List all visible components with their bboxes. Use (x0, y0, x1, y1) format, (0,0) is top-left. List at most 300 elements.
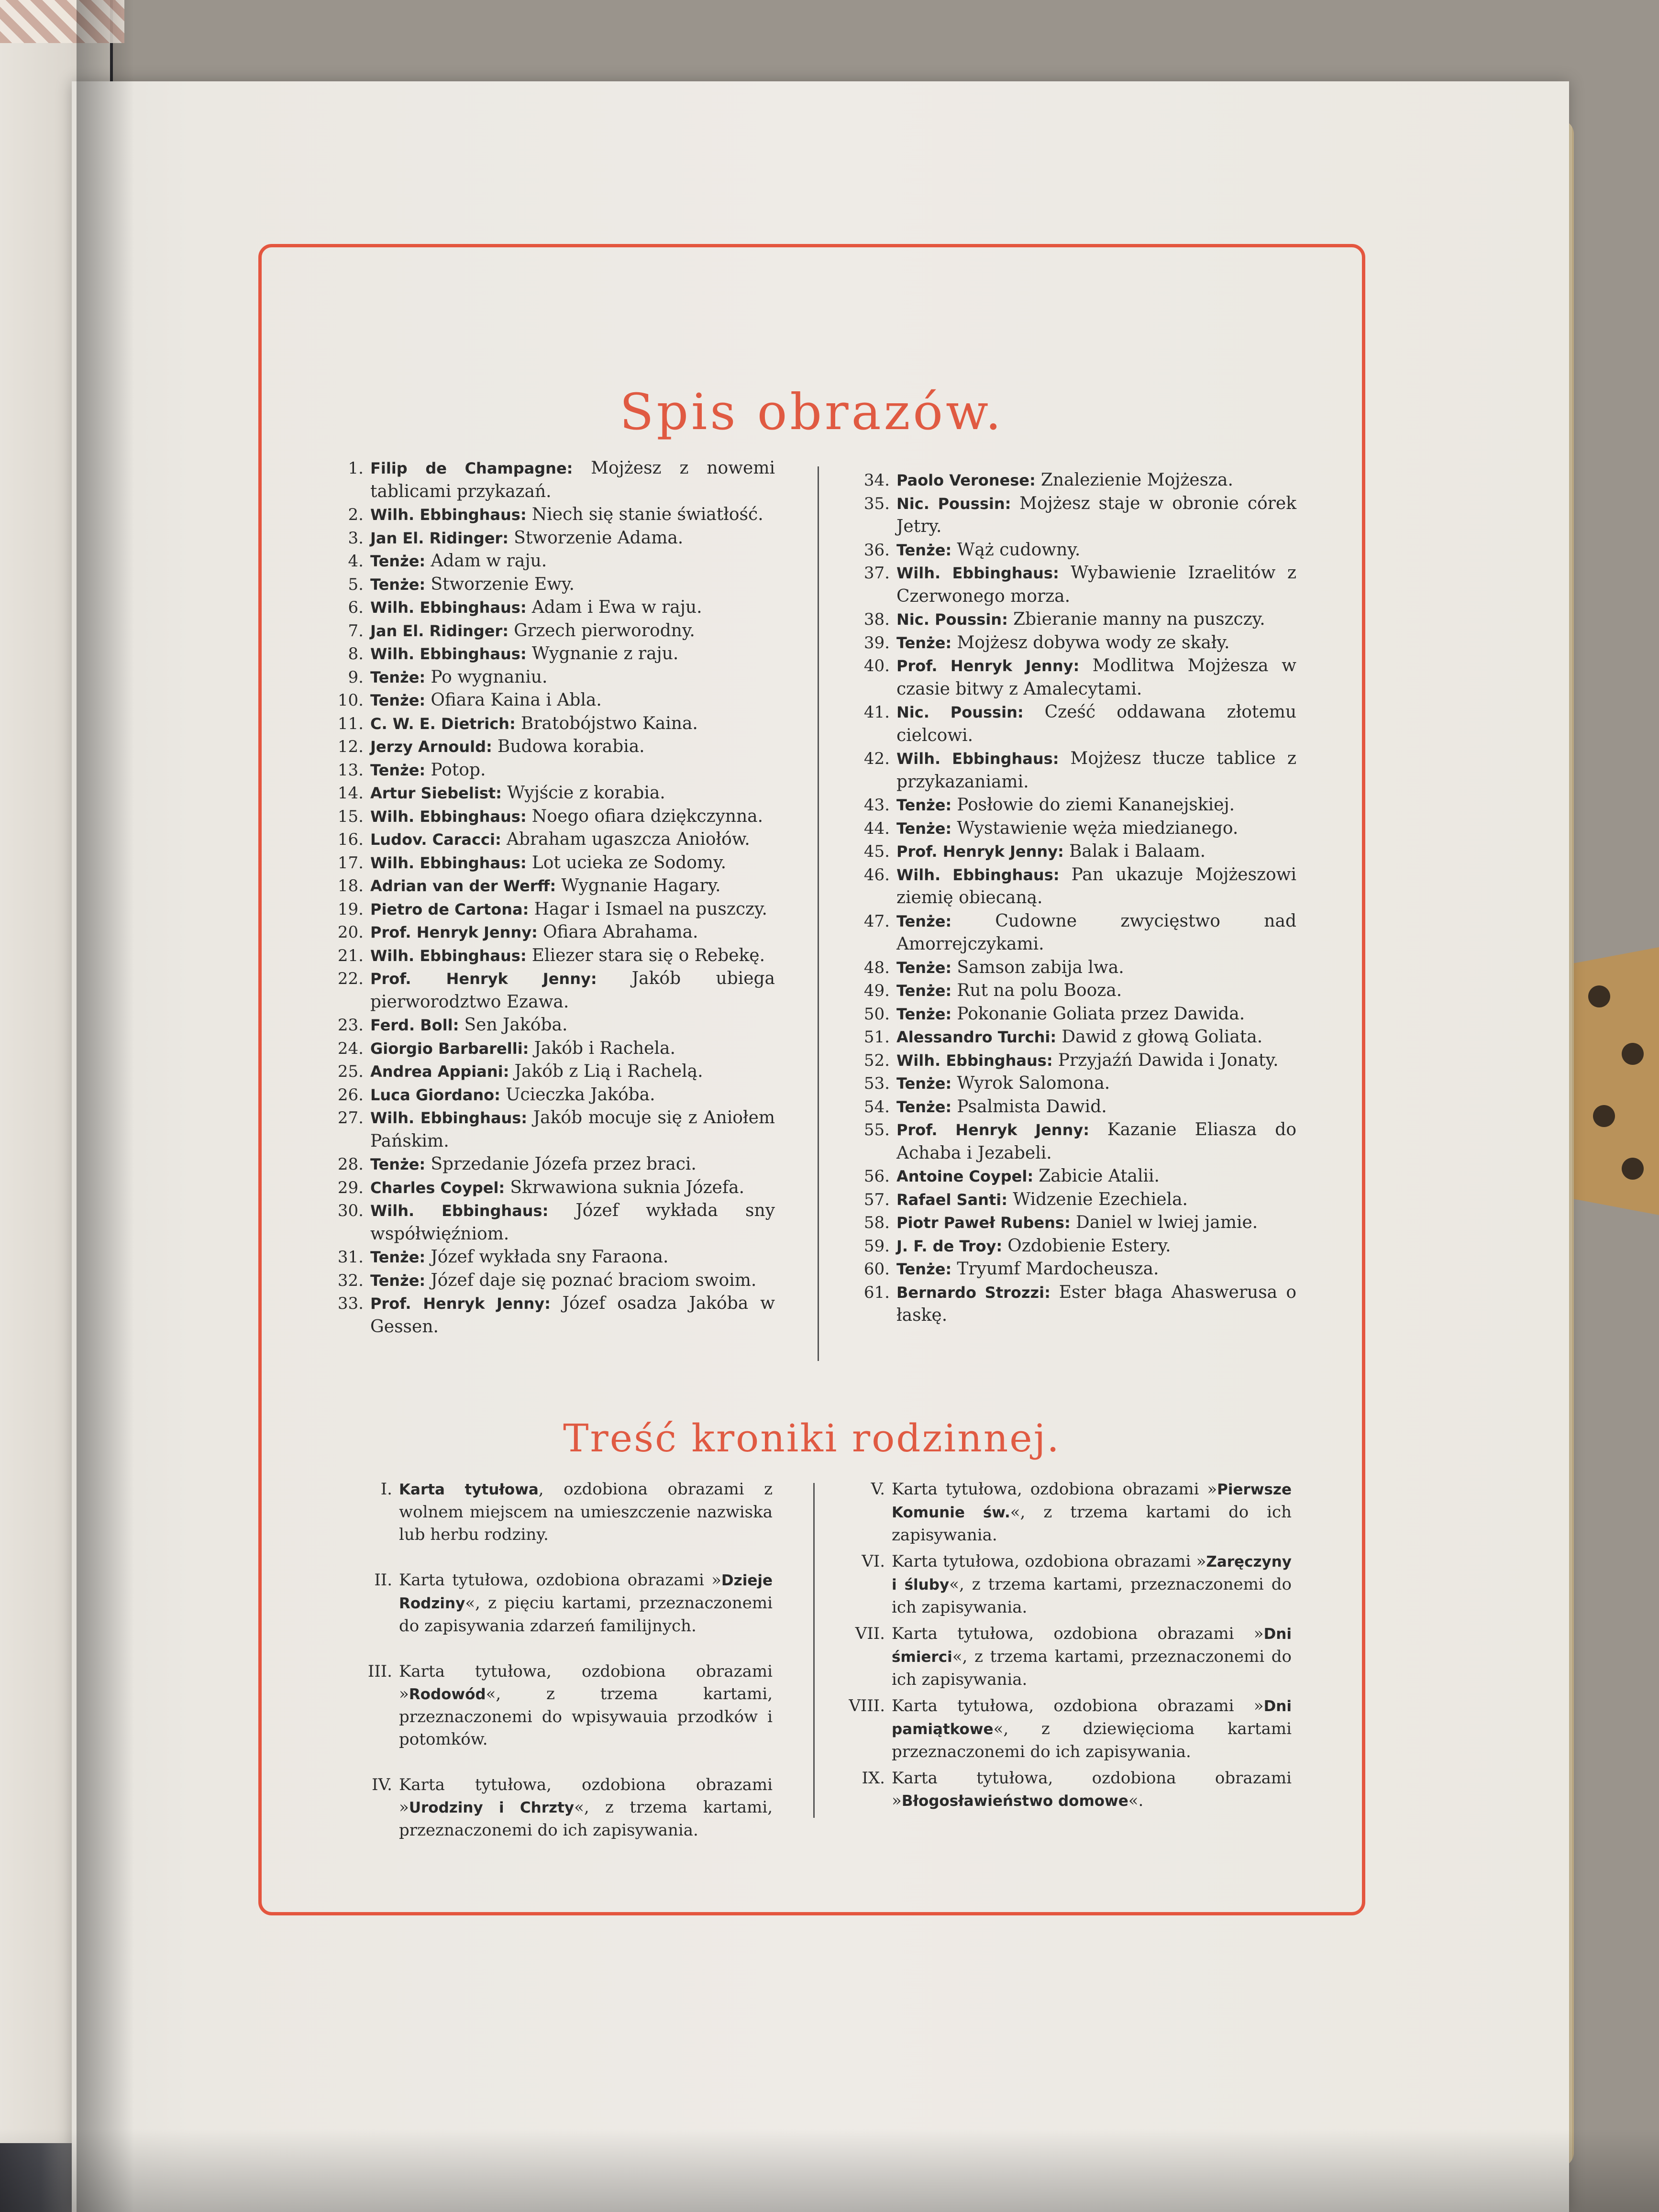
artist-name: J. F. de Troy (896, 1237, 996, 1255)
entry-prefix: Karta tytułowa, ozdobiona obrazami » (892, 1552, 1206, 1571)
section-name: Zaręczyny i śluby (892, 1553, 1292, 1593)
picture-entry (330, 759, 775, 782)
entry-number: 17. (337, 853, 364, 873)
entry-text (370, 1292, 775, 1338)
picture-title: Pokonanie Goliata przez Dawida. (957, 1004, 1245, 1024)
artist-name: Wilh. Ebbinghaus (370, 1202, 542, 1220)
artist-name: Alessandro Turchi (896, 1028, 1051, 1046)
entry-number: 33. (337, 1294, 364, 1313)
artist-name: Wilh. Ebbinghaus (896, 865, 1053, 884)
artist-name: Tenże (896, 819, 946, 838)
artist-name: Tenże (896, 958, 946, 977)
entry-text (370, 852, 775, 875)
picture-entry (856, 747, 1296, 794)
entry-number: 56. (863, 1167, 890, 1186)
picture-title: Niech się stanie światłość. (531, 505, 763, 524)
artist-name: Jan El. Ridinger (370, 529, 503, 547)
separator: : (544, 1294, 563, 1313)
entry-text (896, 979, 1296, 1003)
picture-entry (856, 492, 1296, 539)
chronicle-entry (842, 1478, 1292, 1547)
entry-description: «, z trzema kartami do ich zapisywania. (892, 1503, 1292, 1545)
picture-entry (330, 1014, 775, 1037)
picture-title: Daniel w lwiej jamie. (1075, 1213, 1258, 1232)
picture-entry (856, 863, 1296, 910)
entry-text (370, 828, 775, 852)
picture-entry (330, 1037, 775, 1061)
artist-name: Tenże (370, 552, 420, 570)
entry-text (370, 573, 775, 597)
separator: : (1052, 750, 1071, 768)
entry-text (370, 619, 775, 643)
picture-title: Ucieczka Jakóba. (506, 1084, 655, 1105)
entry-text (370, 689, 775, 712)
chronicle-entry (842, 1695, 1292, 1763)
artist-name: Pietro de Cartona (370, 900, 523, 918)
entry-number: 26. (337, 1085, 364, 1105)
picture-entry (330, 1269, 775, 1293)
entry-number: 4. (348, 552, 364, 571)
separator: : (945, 1074, 957, 1093)
separator: : (1050, 1028, 1062, 1046)
picture-list-right (856, 469, 1296, 1327)
picture-entry (330, 874, 775, 898)
entry-text (370, 712, 775, 736)
artist-name: Tenże (370, 575, 420, 594)
entry-prefix: Karta tytułowa, ozdobiona obrazami » (892, 1480, 1217, 1499)
entry-number: 20. (337, 923, 364, 942)
artist-name: Wilh. Ebbinghaus (370, 598, 520, 617)
picture-entry (856, 910, 1296, 956)
entry-text (370, 782, 775, 805)
entry-text (896, 910, 1296, 956)
entry-prefix: Karta tytułowa, ozdobiona obrazami » (399, 1662, 773, 1703)
picture-title: Zbieranie manny na puszczy. (1013, 609, 1265, 629)
picture-entry (330, 944, 775, 968)
separator: : (1064, 1214, 1076, 1232)
picture-title: Mojżesz staje w obronie córek Jetry. (896, 493, 1297, 536)
entry-number: 55. (863, 1120, 890, 1139)
entry-text (892, 1550, 1292, 1619)
entry-text (370, 1084, 775, 1107)
entry-number: 7. (348, 621, 364, 641)
entry-text (399, 1478, 773, 1546)
artist-name: Wilh. Ebbinghaus (370, 1109, 521, 1127)
entry-text (896, 956, 1296, 980)
picture-entry (856, 1026, 1296, 1049)
entry-number: 27. (337, 1108, 364, 1128)
separator: : (1044, 1283, 1059, 1302)
entry-text (896, 1095, 1296, 1119)
picture-title: Ester błaga Ahaswerusa o łaskę. (896, 1282, 1296, 1325)
entry-number: 1. (348, 459, 364, 478)
picture-entry (856, 654, 1296, 701)
entry-number: 12. (337, 737, 364, 756)
entry-text (370, 666, 775, 689)
separator: : (945, 1260, 957, 1278)
entry-text (896, 1049, 1296, 1073)
separator: : (542, 1202, 576, 1220)
entry-number: V. (871, 1480, 885, 1499)
picture-entry (330, 457, 775, 503)
picture-entry (330, 1060, 775, 1084)
picture-title: Ofiara Kaina i Abla. (431, 690, 602, 710)
entry-number: 52. (863, 1051, 890, 1070)
picture-entry (330, 596, 775, 619)
picture-entry (856, 1258, 1296, 1281)
entry-number: 21. (337, 946, 364, 965)
separator: : (945, 819, 957, 838)
entry-number: 39. (863, 633, 890, 653)
separator: : (945, 982, 957, 1000)
entry-text (892, 1623, 1292, 1691)
chronicle-entry (349, 1478, 773, 1546)
entry-description: «, z trzema kartami, przeznaczonemi do ich zapisywania. (399, 1798, 773, 1840)
picture-entry (330, 967, 775, 1014)
artist-name: Piotr Paweł Rubens (896, 1214, 1064, 1232)
artist-name: Paolo Veronese (896, 471, 1029, 489)
entry-text (896, 701, 1296, 747)
separator: : (945, 541, 957, 559)
entry-number: IV. (372, 1775, 392, 1794)
separator: : (945, 1005, 957, 1023)
separator: : (520, 946, 532, 965)
entry-number: 15. (337, 807, 364, 826)
separator: : (520, 853, 532, 872)
picture-title: Modlitwa Mojżesza w czasie bitwy z Amalecytami. (896, 656, 1296, 699)
entry-number: 59. (863, 1236, 890, 1256)
picture-entry (330, 852, 775, 875)
picture-entry (856, 469, 1296, 492)
picture-title: Wąż cudowny. (957, 540, 1081, 560)
separator: : (1017, 703, 1045, 721)
section-name: Dzieje Rodziny (399, 1572, 773, 1612)
artist-name: Wilh. Ebbinghaus (896, 1051, 1047, 1070)
entry-number: 30. (337, 1201, 364, 1220)
picture-title: Stworzenie Adama. (514, 528, 684, 548)
artist-name: Tenże (896, 541, 946, 559)
picture-entry (330, 805, 775, 829)
picture-title: Jakób mocuje się z Aniołem Pańskim. (370, 1108, 775, 1151)
entry-number: VIII. (849, 1696, 885, 1715)
picture-entry (856, 631, 1296, 655)
artist-name: Tenże (896, 1005, 946, 1023)
artist-name: Charles Coypel (370, 1178, 499, 1197)
picture-title: Posłowie do ziemi Kananejskiej. (957, 795, 1235, 815)
entry-number: 38. (863, 610, 890, 629)
separator: : (509, 714, 521, 733)
entry-number: III. (367, 1662, 392, 1681)
picture-entry (330, 735, 775, 759)
picture-title: Józef wykłada sny współwięźniom. (370, 1201, 775, 1244)
entry-text (892, 1478, 1292, 1547)
entry-number: VI. (862, 1552, 885, 1571)
entry-number: 40. (863, 656, 890, 675)
picture-title: Adam w raju. (431, 551, 547, 571)
picture-title: Ozdobienie Estery. (1007, 1236, 1171, 1256)
entry-number: 57. (863, 1190, 890, 1209)
chronicle-entry (349, 1774, 773, 1842)
entry-text (370, 642, 775, 666)
artist-name: Tenże (370, 1271, 420, 1290)
entry-text (896, 654, 1296, 701)
picture-entry (330, 503, 775, 527)
picture-entry (856, 539, 1296, 562)
picture-title: Lot ucieka ze Sodomy. (531, 852, 727, 873)
separator: : (1046, 1051, 1058, 1070)
picture-entry (856, 840, 1296, 863)
picture-entry (330, 1084, 775, 1107)
entry-text (896, 492, 1296, 539)
picture-title: Mojżesz dobywa wody ze skały. (957, 632, 1230, 653)
artist-name: Tenże (896, 1074, 946, 1093)
entry-text (370, 1176, 775, 1200)
separator: : (520, 506, 532, 524)
picture-title: Wyjście z korabia. (507, 783, 665, 803)
picture-entry (330, 898, 775, 921)
artist-name: Tenże (896, 1260, 946, 1278)
section-name: Rodowód (409, 1686, 486, 1703)
picture-entry (330, 712, 775, 736)
entry-number: 8. (348, 644, 364, 664)
picture-title: Rut na polu Booza. (957, 981, 1122, 1000)
entry-description: «. (1128, 1791, 1144, 1810)
picture-entry (856, 794, 1296, 817)
picture-title: Stworzenie Ewy. (431, 574, 575, 594)
picture-entry (330, 1176, 775, 1200)
entry-number: 60. (863, 1260, 890, 1279)
section-name: Błogosławieństwo domowe (901, 1792, 1128, 1810)
chronicle-list-left (349, 1478, 773, 1865)
spine-shadow (77, 0, 134, 2212)
section-name: Karta tytułowa (399, 1481, 539, 1498)
artist-name: Jan El. Ridinger (370, 621, 503, 640)
artist-name: C. W. E. Dietrich (370, 714, 509, 733)
artist-name: Prof. Henryk Jenny (370, 970, 591, 988)
entry-description: «, z trzema kartami, przeznaczonemi do ich zapisywania. (892, 1575, 1292, 1617)
picture-title: Samson zabija lwa. (957, 957, 1124, 977)
entry-prefix: Karta tytułowa, ozdobiona obrazami » (892, 1696, 1264, 1715)
picture-entry (856, 1235, 1296, 1258)
entry-number: 29. (337, 1178, 364, 1197)
artist-name: Nic. Poussin (896, 494, 1005, 513)
entry-number: 37. (863, 564, 890, 583)
entry-prefix: Karta tytułowa, ozdobiona obrazami » (399, 1571, 721, 1590)
entry-number: 24. (337, 1039, 364, 1058)
entry-number: 44. (863, 818, 890, 838)
entry-text (896, 631, 1296, 655)
entry-text (399, 1774, 773, 1842)
entry-number: 45. (863, 842, 890, 861)
separator: : (1052, 564, 1071, 582)
separator: : (945, 1097, 957, 1116)
picture-title: Wyrok Salomona. (957, 1073, 1110, 1093)
picture-title: Hagar i Ismael na puszczy. (534, 899, 767, 919)
section-name: Dni pamiątkowe (892, 1698, 1292, 1738)
artist-name: Tenże (370, 691, 420, 709)
separator: : (419, 668, 431, 686)
entry-description: , ozdobiona obrazami z wolnem miejscem na umieszczenie nazwiska lub herbu rodziny. (399, 1480, 773, 1544)
separator: : (531, 923, 543, 941)
separator: : (419, 1271, 431, 1290)
picture-title: Jakób i Rachela. (534, 1038, 675, 1058)
picture-entry (330, 782, 775, 805)
separator: : (1073, 657, 1093, 675)
entry-number: 6. (348, 598, 364, 617)
separator: : (502, 529, 514, 547)
picture-entry (330, 1246, 775, 1269)
artist-name: Ludov. Caracci (370, 830, 495, 849)
picture-title: Pan ukazuje Mojżeszowi ziemię obiecaną. (896, 864, 1297, 907)
entry-number: 9. (348, 667, 364, 687)
picture-title: Adam i Ewa w raju. (531, 597, 702, 617)
entry-text (896, 817, 1296, 841)
entry-text (896, 863, 1296, 910)
entry-number: 51. (863, 1028, 890, 1047)
picture-entry (330, 1292, 775, 1338)
entry-text (370, 759, 775, 782)
separator: : (945, 796, 957, 814)
picture-title: Budowa korabia. (497, 737, 645, 756)
column-divider (818, 466, 819, 1361)
separator: : (522, 900, 534, 918)
bottom-shadow (0, 2129, 1659, 2212)
separator: : (945, 958, 957, 977)
picture-entry (856, 1211, 1296, 1235)
separator: : (1058, 842, 1069, 861)
entry-description: «, z dziewięcioma kartami przeznaczonemi do ich zapisywania. (892, 1719, 1292, 1761)
picture-title: Abraham ugaszcza Aniołów. (506, 830, 750, 849)
entry-text (896, 1003, 1296, 1026)
entry-number: 11. (337, 714, 364, 733)
artist-name: Prof. Henryk Jenny (896, 842, 1058, 861)
artist-name: Tenże (896, 912, 946, 930)
picture-title: Po wygnaniu. (431, 667, 548, 687)
entry-prefix: Karta tytułowa, ozdobiona obrazami » (892, 1624, 1264, 1643)
separator: : (520, 598, 532, 617)
picture-entry (330, 828, 775, 852)
entry-description: «, z trzema kartami, przeznaczonemi do wpisywauia przodków i potomków. (399, 1684, 773, 1749)
entry-number: 58. (863, 1213, 890, 1232)
entry-text (892, 1767, 1292, 1813)
separator: : (419, 575, 431, 594)
entry-text (896, 608, 1296, 631)
picture-entry (856, 1281, 1296, 1327)
picture-title: Cześć oddawana złotemu cielcowi. (896, 702, 1297, 745)
artist-name: Tenże (370, 1155, 420, 1173)
picture-entry (330, 642, 775, 666)
artist-name: Prof. Henryk Jenny (896, 657, 1073, 675)
picture-title: Mojżesz tłucze tablice z przykazaniami. (896, 749, 1297, 792)
chronicle-list-right (842, 1478, 1292, 1816)
entry-text (370, 967, 775, 1014)
artist-name: Bernardo Strozzi (896, 1283, 1045, 1302)
entry-text (370, 1153, 775, 1176)
artist-name: Prof. Henryk Jenny (896, 1121, 1084, 1139)
picture-title: Ofiara Abrahama. (542, 922, 698, 942)
entry-text (370, 550, 775, 573)
entry-number: 36. (863, 540, 890, 560)
separator: : (1083, 1121, 1107, 1139)
entry-number: 42. (863, 749, 890, 768)
picture-entry (856, 979, 1296, 1003)
separator: : (496, 784, 508, 802)
entry-text (896, 1118, 1296, 1165)
separator: : (486, 738, 498, 756)
picture-title: Eliezer stara się o Rebekę. (531, 945, 765, 965)
picture-title: Wygnanie z raju. (531, 644, 679, 664)
entry-number: 50. (863, 1004, 890, 1024)
entry-number: II. (374, 1571, 392, 1590)
separator: : (419, 1155, 431, 1173)
picture-title: Psalmista Dawid. (957, 1096, 1107, 1117)
picture-title: Bratobójstwo Kaina. (520, 713, 698, 733)
entry-number: 47. (863, 911, 890, 931)
entry-number: 35. (863, 494, 890, 513)
artist-name: Wilh. Ebbinghaus (896, 564, 1053, 582)
picture-title: Widzenie Ezechiela. (1013, 1189, 1188, 1209)
picture-entry (330, 619, 775, 643)
picture-title: Wygnanie Hagary. (561, 876, 721, 896)
entry-text (370, 503, 775, 527)
entry-text (370, 898, 775, 921)
picture-title: Wybawienie Izraelitów z Czerwonego morza. (896, 563, 1297, 606)
separator: : (1005, 494, 1020, 513)
separator: : (522, 1039, 534, 1058)
picture-title: Cudowne zwycięstwo nad Amorrejczykami. (896, 911, 1296, 954)
picture-entry (330, 573, 775, 597)
separator: : (419, 691, 431, 709)
chronicle-entry (349, 1660, 773, 1751)
picture-title: Noego ofiara dziękczynna. (531, 806, 763, 826)
artist-name: Wilh. Ebbinghaus (370, 645, 520, 663)
picture-title: Balak i Balaam. (1069, 841, 1206, 861)
picture-title: Przyjaźń Dawida i Jonaty. (1058, 1050, 1279, 1070)
picture-title: Zabicie Atalii. (1039, 1166, 1160, 1186)
artist-name: Wilh. Ebbinghaus (896, 750, 1053, 768)
artist-name: Giorgio Barbarelli (370, 1039, 523, 1058)
artist-name: Wilh. Ebbinghaus (370, 853, 520, 872)
entry-text (896, 1281, 1296, 1327)
entry-number: 19. (337, 899, 364, 919)
section-name: Dni śmierci (892, 1626, 1292, 1666)
separator: : (566, 459, 591, 477)
entry-text (896, 539, 1296, 562)
chronicle-title: Treść kroniki rodzinnej. (563, 1416, 1061, 1460)
separator: : (1053, 865, 1072, 884)
separator: : (550, 877, 562, 895)
artist-name: Filip de Champagne (370, 459, 567, 477)
picture-title: Sprzedanie Józefa przez braci. (431, 1154, 697, 1174)
separator: : (520, 645, 532, 663)
picture-entry (856, 1188, 1296, 1212)
artist-name: Wilh. Ebbinghaus (370, 946, 520, 965)
artist-name: Prof. Henryk Jenny (370, 1294, 545, 1313)
picture-entry (856, 956, 1296, 980)
entry-number: 10. (337, 691, 364, 710)
artist-name: Adrian van der Werff (370, 877, 550, 895)
artist-name: Antoine Coypel (896, 1167, 1028, 1185)
entry-text (896, 1258, 1296, 1281)
entry-number: VII. (855, 1624, 885, 1643)
picture-entry (330, 527, 775, 550)
entry-number: I. (380, 1480, 392, 1499)
picture-entry (856, 608, 1296, 631)
separator: : (498, 1178, 510, 1197)
picture-title: Józef osadza Jakóba w Gessen. (370, 1294, 775, 1337)
entry-text (892, 1695, 1292, 1763)
separator: : (1027, 1167, 1039, 1185)
